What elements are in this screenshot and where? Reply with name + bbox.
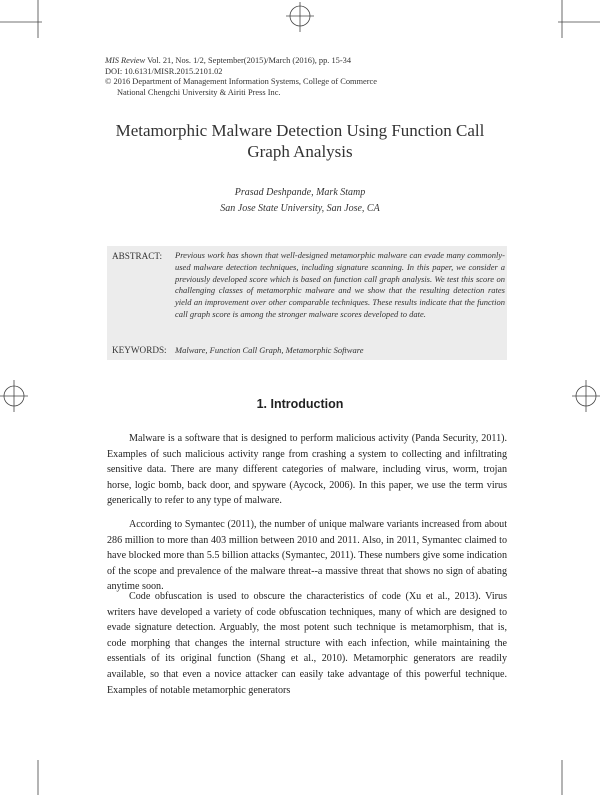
author-names: Prasad Deshpande, Mark Stamp — [234, 187, 366, 198]
abstract-text: Previous work has shown that well-designed metamorphic malware can evade many commonly-used malware detection techniques, including signature scanning. In this paper, we consider a previously developed score which is based on function call graph analysis. We test this score on challenging classes of metamorphic malware and we show that the resulting detection rates yield an improvement over other comparable techniques. These results indicate that the function call graph score is among the stronger malware scores developed to date. — [175, 250, 505, 319]
registration-mark-top — [284, 2, 316, 34]
paper-title: Metamorphic Malware Detection Using Function Call Graph Analysis — [115, 121, 485, 161]
crop-mark-top-left — [0, 0, 60, 40]
crop-mark-bottom-right — [540, 750, 600, 795]
keywords-text: Malware, Function Call Graph, Metamorphic Software — [175, 345, 364, 355]
crop-mark-bottom-left — [0, 750, 60, 795]
registration-mark-left — [0, 378, 30, 414]
author-block — [100, 185, 500, 217]
body-paragraph: According to Symantec (2011), the number of unique malware variants increased from about 286 million to more than 403 million between 2010 and 2011. Also, in 2011, Symantec claimed to have blocked more than 5.5 billion attacks (Symantec, 2011). These numbers give some indication of the scope and prevalence of the malware threat--a massive threat that shows no sign of abating anytime soon. — [107, 519, 507, 593]
citation-details: Vol. 21, Nos. 1/2, September(2015)/March (2016), pp. 15-34 — [145, 56, 352, 65]
journal-name: MIS Review — [105, 56, 146, 65]
copyright-line: © 2016 Department of Management Information Systems, College of Commerce — [105, 77, 377, 86]
abstract-label: ABSTRACT: — [112, 251, 163, 261]
keywords-label: KEYWORDS: — [112, 345, 167, 355]
body-paragraph: Code obfuscation is used to obscure the characteristics of code (Xu et al., 2013). Virus writers have developed a variety of code obfuscation techniques, many of which are designed to evade signature detection. Arguably, the most potent such technique is metamorphism, that is, code morphing that changes the internal structure with each infection, while maintaining the essentials of its original function (Shang et al., 2010). Metamorphic generators are readily available, so that even a novice attacker can easily take advantage of this powerful technique. Examples of notable metamorphic generators — [107, 591, 507, 696]
registration-mark-right — [570, 378, 600, 414]
citation-line — [105, 56, 377, 67]
doi-line: DOI: 10.6131/MISR.2015.2101.02 — [105, 66, 223, 76]
journal-header — [105, 56, 377, 98]
body-paragraph: Malware is a software that is designed to perform malicious activity (Panda Security, 2011). Examples of such malicious activity range from crashing a system to collecting and infiltrating sensitive data. There are many different categories of malware, including virus, worm, trojan horse, logic bomb, back door, and spyware (Aycock, 2006). In this paper, we use the term virus generically to refer to any type of malware. — [107, 433, 507, 507]
crop-mark-top-right — [540, 0, 600, 40]
author-affiliation: San Jose State University, San Jose, CA — [220, 203, 380, 214]
publisher-line: National Chengchi University & Airiti Press Inc. — [117, 87, 281, 97]
section-heading: 1. Introduction — [256, 397, 344, 411]
